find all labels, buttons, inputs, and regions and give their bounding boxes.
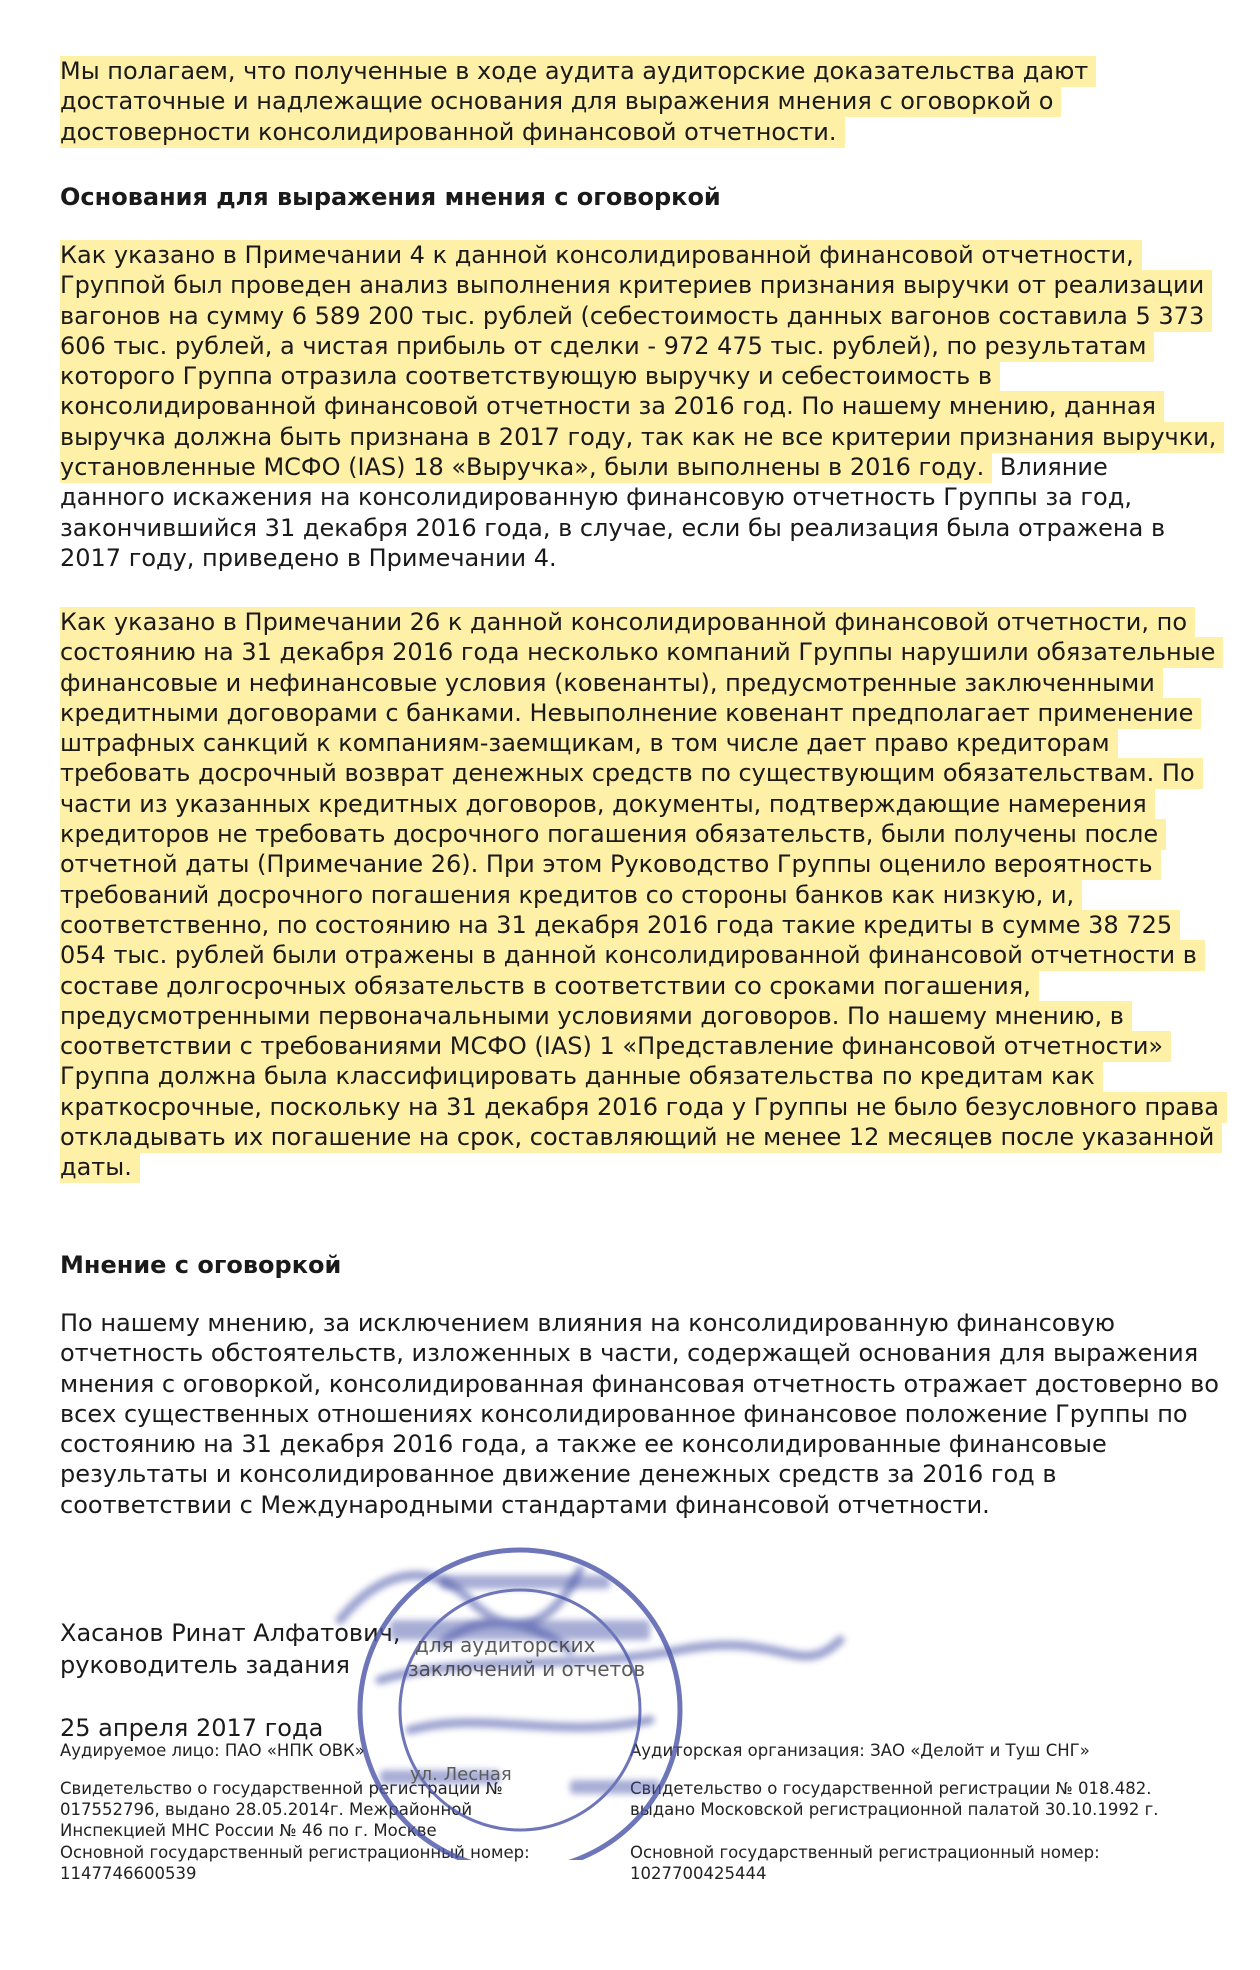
signatory-name: Хасанов Ринат Алфатович, [60, 1619, 401, 1647]
basis-paragraph-1 [60, 240, 1220, 573]
basis-heading: Основания для выражения мнения с оговоркой [60, 183, 721, 211]
audited-entity-reg-number [60, 1842, 580, 1884]
signature-date: 25 апреля 2017 года [60, 1714, 324, 1742]
plain-text: Влияние данного искажения на консолидированную финансовую отчетность Группы за год, закончившийся 31 декабря 2016 года, в случае, если бы реализация была отражена в 2017 году, приведено в Примечании 4. [60, 453, 1166, 572]
seal-text-line: для аудиторских [415, 1633, 596, 1657]
highlighted-text: Как указано в Примечании 4 к данной консолидированной финансовой отчетности, Группой был проведен анализ выполнения критериев признания выручки от реализации вагонов на сумму 6 589 200 тыс. рублей (себестоимость данных вагонов составила 5 373 606 тыс. рублей, а чистая прибыль от сделки - 972 475 тыс. рублей), по результатам которого Группа отразила соответствующую выручку и себестоимость в консолидированной финансовой отчетности за 2016 год. По нашему мнению, данная выручка должна быть признана в 2017 году, так как не все критерии признания выручки, установленные МСФО (IAS) 18 «Выручка», были выполнены в 2016 году. [60, 240, 1224, 483]
opinion-heading: Мнение с оговоркой [60, 1251, 342, 1279]
highlighted-text: Как указано в Примечании 26 к данной консолидированной финансовой отчетности, по состоянию на 31 декабря 2016 года несколько компаний Группы нарушили обязательные финансовые и нефинансовые условия (ковенанты), предусмотренные заключенными кредитными договорами с банками. Невыполнение ковенант предполагает применение штрафных санкций к компаниям-заемщикам, в том числе дает право кредиторам требовать досрочный возврат денежных средств по существующим обязательствам. По части из указанных кредитных договоров, документы, подтверждающие намерения кредиторов не требовать досрочного погашения обязательств, были получены после отчетной даты (Примечание 26). При этом Руководство Группы оценило вероятность требований досрочного погашения кредитов со стороны банков как низкую, и, соответственно, по состоянию на 31 декабря 2016 года такие кредиты в сумме 38 725 054 тыс. рублей были отражены в данной консолидированной финансовой отчетности в составе долгосрочных обязательств в соответствии со сроками погашения, предусмотренными первоначальными условиями договоров. По нашему мнению, в соответствии с требованиями МСФО (IAS) 1 «Представление финансовой отчетности» Группа должна была классифицировать данные обязательства по кредитам как краткосрочные, поскольку на 31 декабря 2016 года у Группы не было безусловного права откладывать их погашение на срок, составляющий не менее 12 месяцев после указанной даты. [60, 607, 1227, 1183]
reg-number-label: Основной государственный регистрационный номер: [630, 1843, 1100, 1862]
basis-paragraph-2 [60, 607, 1220, 1183]
audited-entity: Аудируемое лицо: ПАО «НПК ОВК» [60, 1741, 365, 1760]
reg-number-label: Основной государственный регистрационный номер: [60, 1843, 530, 1862]
signature-scribble [340, 1570, 840, 1730]
signatory-role: руководитель задания [60, 1651, 350, 1679]
intro-paragraph [60, 56, 1220, 147]
reg-number-value: 1027700425444 [630, 1864, 767, 1883]
seal-text-line: ул. Лесная [410, 1764, 512, 1785]
audited-entity-registration: Свидетельство о государственной регистрации № 017552796, выдано 28.05.2014г. Межрайонной Инспекцией МНС России № 46 по г. Москве [60, 1779, 503, 1840]
highlighted-text: Мы полагаем, что полученные в ходе аудита аудиторские доказательства дают достаточные и надлежащие основания для выражения мнения с оговоркой о достоверности консолидированной финансовой отчетности. [60, 56, 1096, 148]
audit-firm: Аудиторская организация: ЗАО «Делойт и Туш СНГ» [630, 1741, 1090, 1760]
audit-firm-reg-number [630, 1842, 1210, 1884]
audit-firm-registration: Свидетельство о государственной регистрации № 018.482. выдано Московской регистрационной палатой 30.10.1992 г. [630, 1779, 1159, 1819]
reg-number-value: 1147746600539 [60, 1864, 197, 1883]
seal-text-line: заключений и отчетов [408, 1657, 646, 1681]
opinion-paragraph: По нашему мнению, за исключением влияния на консолидированную финансовую отчетность обстоятельств, изложенных в части, содержащей основания для выражения мнения с оговоркой, консолидированная финансовая отчетность отражает достоверно во всех существенных отношениях консолидированное финансовое положение Группы по состоянию на 31 декабря 2016 года, а также ее консолидированные финансовые результаты и консолидированное движение денежных средств за 2016 год в соответствии с Международными стандартами финансовой отчетности. [60, 1309, 1219, 1519]
